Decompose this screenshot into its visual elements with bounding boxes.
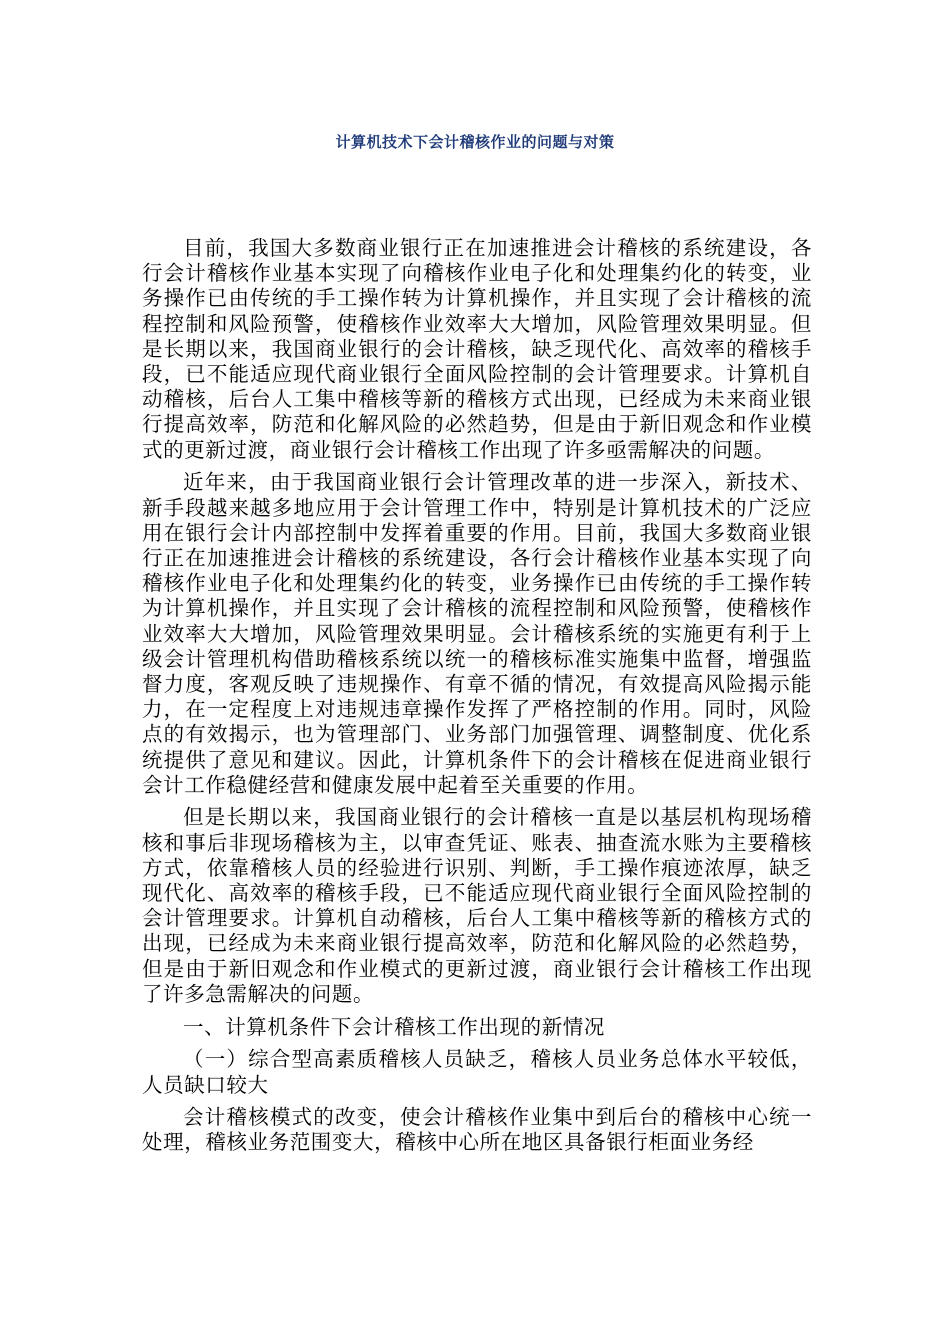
body-paragraph-2: 近年来，由于我国商业银行会计管理改革的进一步深入，新技术、新手段越来越多地应用于会计管理工作中，特别是计算机技术的广泛应用在银行会计内部控制中发挥着重要的作用。目前，我国大多数商业银行正在加速推进会计稽核的系统建设，各行会计稽核作业基本实现了向稽核作业电子化和处理集约化的转变，业务操作已由传统的手工操作转为计算机操作，并且实现了会计稽核的流程控制和风险预警，使稽核作业效率大大增加，风险管理效果明显。会计稽核系统的实施更有利于上级会计管理机构借助稽核系统以统一的稽核标准实施集中监督，增强监督力度，客观反映了违规操作、有章不循的情况，有效提高风险揭示能力，在一定程度上对违规违章操作发挥了严格控制的作用。同时，风险点的有效揭示，也为管理部门、业务部门加强管理、调整制度、优化系统提供了意见和建议。因此，计算机条件下的会计稽核在促进商业银行会计工作稳健经营和健康发展中起着至关重要的作用。 xyxy=(142,470,812,797)
document-body xyxy=(142,236,812,1163)
body-paragraph-1: 目前，我国大多数商业银行正在加速推进会计稽核的系统建设，各行会计稽核作业基本实现了向稽核作业电子化和处理集约化的转变，业务操作已由传统的手工操作转为计算机操作，并且实现了会计稽核的流程控制和风险预警，使稽核作业效率大大增加，风险管理效果明显。但是长期以来，我国商业银行的会计稽核，缺乏现代化、高效率的稽核手段，已不能适应现代商业银行全面风险控制的会计管理要求。计算机自动稽核，后台人工集中稽核等新的稽核方式出现，已经成为未来商业银行提高效率，防范和化解风险的必然趋势，但是由于新旧观念和作业模式的更新过渡，商业银行会计稽核工作出现了许多亟需解决的问题。 xyxy=(142,236,812,462)
subsection-heading: （一）综合型高素质稽核人员缺乏，稽核人员业务总体水平较低，人员缺口较大 xyxy=(142,1047,812,1097)
body-paragraph-3: 但是长期以来，我国商业银行的会计稽核一直是以基层机构现场稽核和事后非现场稽核为主，以审查凭证、账表、抽查流水账为主要稽核方式，依靠稽核人员的经验进行识别、判断，手工操作痕迹浓厚，缺乏现代化、高效率的稽核手段，已不能适应现代商业银行全面风险控制的会计管理要求。计算机自动稽核，后台人工集中稽核等新的稽核方式的出现，已经成为未来商业银行提高效率，防范和化解风险的必然趋势，但是由于新旧观念和作业模式的更新过渡，商业银行会计稽核工作出现了许多急需解决的问题。 xyxy=(142,805,812,1006)
section-heading: 一、计算机条件下会计稽核工作出现的新情况 xyxy=(183,1014,605,1039)
document-title: 计算机技术下会计稽核作业的问题与对策 xyxy=(335,133,615,151)
body-paragraph-4: 会计稽核模式的改变，使会计稽核作业集中到后台的稽核中心统一处理，稽核业务范围变大，稽核中心所在地区具备银行柜面业务经 xyxy=(142,1105,812,1155)
